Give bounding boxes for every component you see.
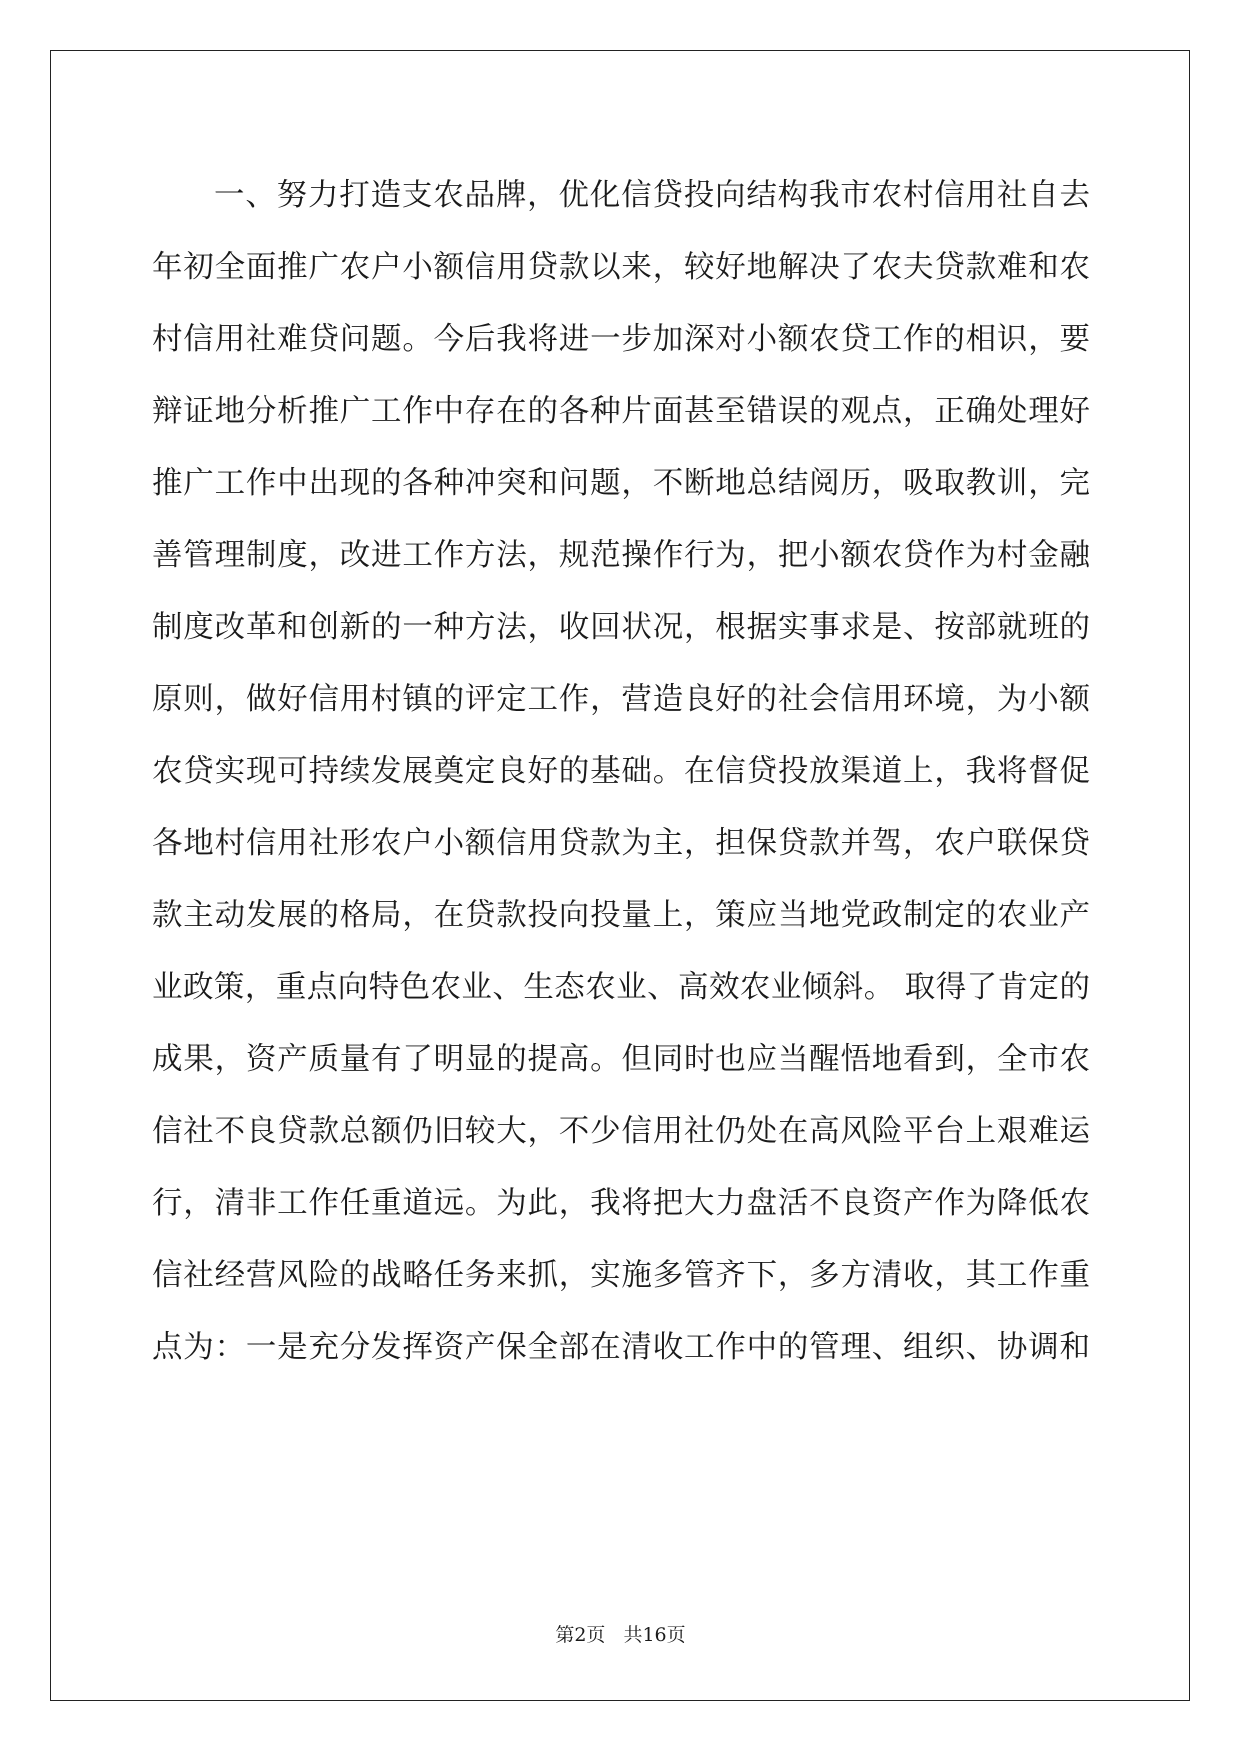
text-line: 业政策，重点向特色农业、生态农业、高效农业倾斜。 取得了肯定的 <box>152 970 1090 1005</box>
text-line: 一、努力打造支农品牌，优化信贷投向结构我市农村信用社自去 <box>214 178 1090 213</box>
text-line: 制度改革和创新的一种方法，收回状况，根据实事求是、按部就班的 <box>152 610 1090 645</box>
page-total: 共16页 <box>623 1624 686 1646</box>
text-line: 年初全面推广农户小额信用贷款以来，较好地解决了农夫贷款难和农 <box>152 250 1090 285</box>
text-line: 农贷实现可持续发展奠定良好的基础。在信贷投放渠道上，我将督促 <box>152 754 1090 789</box>
text-line: 推广工作中出现的各种冲突和问题，不断地总结阅历，吸取教训，完 <box>152 466 1090 501</box>
text-line: 行，清非工作任重道远。为此，我将把大力盘活不良资产作为降低农 <box>152 1186 1090 1221</box>
text-line: 成果，资产质量有了明显的提高。但同时也应当醒悟地看到，全市农 <box>152 1042 1090 1077</box>
text-line: 原则，做好信用村镇的评定工作，营造良好的社会信用环境，为小额 <box>152 682 1090 717</box>
body-text <box>152 160 1090 1384</box>
text-line: 信社经营风险的战略任务来抓，实施多管齐下，多方清收，其工作重 <box>152 1258 1090 1293</box>
page-number: 第2页 <box>555 1624 606 1646</box>
text-line: 善管理制度，改进工作方法，规范操作行为，把小额农贷作为村金融 <box>152 538 1090 573</box>
text-line: 村信用社难贷问题。今后我将进一步加深对小额农贷工作的相识，要 <box>152 322 1090 357</box>
text-line: 款主动发展的格局，在贷款投向投量上，策应当地党政制定的农业产 <box>152 898 1090 933</box>
text-line: 各地村信用社形农户小额信用贷款为主，担保贷款并驾，农户联保贷 <box>152 826 1090 861</box>
text-line: 信社不良贷款总额仍旧较大，不少信用社仍处在高风险平台上艰难运 <box>152 1114 1090 1149</box>
page-footer <box>0 1620 1241 1647</box>
text-line: 点为：一是充分发挥资产保全部在清收工作中的管理、组织、协调和 <box>152 1330 1090 1365</box>
text-line: 辩证地分析推广工作中存在的各种片面甚至错误的观点，正确处理好 <box>152 394 1090 429</box>
